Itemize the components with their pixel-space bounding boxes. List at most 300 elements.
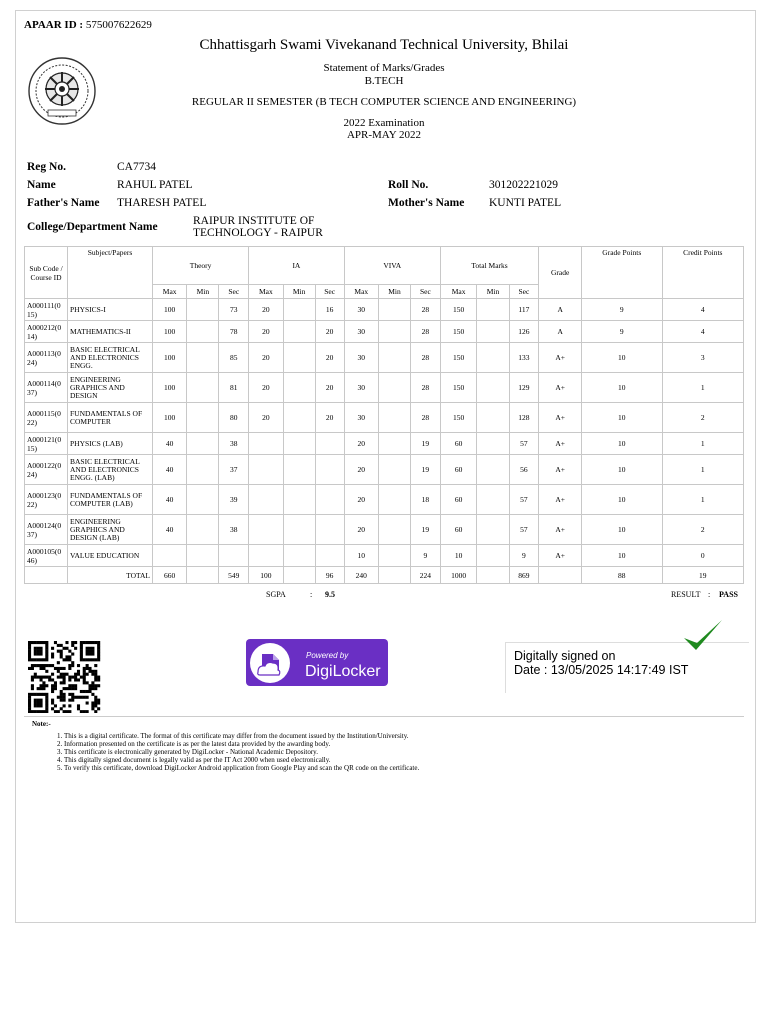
qr-module [94,664,97,667]
cell-t-min [187,373,219,403]
qr-module [45,670,48,673]
qr-module [88,687,91,690]
qr-module [91,684,94,687]
qr-module [86,667,89,670]
qr-module [94,684,97,687]
qr-module [63,676,66,679]
qr-module [80,641,83,644]
qr-module [48,664,51,667]
cell-v-sec: 28 [411,321,441,343]
qr-module [60,644,63,647]
qr-module [88,684,91,687]
qr-module [45,710,48,713]
table-row [25,433,744,455]
qr-module [86,690,89,693]
qr-module [51,699,54,702]
qr-module [45,676,48,679]
qr-module [80,653,83,656]
cell-v-max: 20 [344,515,378,545]
cell-v-max: 30 [344,299,378,321]
powered-by-text: Powered by [306,651,349,660]
total-t-max: 660 [153,567,187,584]
qr-module [51,707,54,710]
col-total: Total Marks [440,247,538,285]
subject-cell: FUNDAMENTALS OF COMPUTER [68,403,153,433]
qr-module [37,664,40,667]
cell-t-sec: 85 [219,343,249,373]
sub-code-cell: A000115(0 22) [25,403,68,433]
qr-module [51,647,54,650]
qr-module [63,678,66,681]
cell-v-min [378,343,410,373]
subcol-min: Min [187,285,219,299]
father-name-value: THARESH PATEL [117,197,207,209]
qr-module [71,696,74,699]
result-label: RESULT [671,590,701,599]
cell-i-sec [315,515,344,545]
total-empty-cell [477,567,509,584]
subject-cell: VALUE EDUCATION [68,545,153,567]
reg-no-value: CA7734 [117,161,156,173]
qr-module [40,701,43,704]
subcol-sec: Sec [411,285,441,299]
cell-tot-min [477,515,509,545]
cell-gp: 9 [582,299,663,321]
sub-code-cell: A000122(0 24) [25,455,68,485]
qr-module [37,647,40,650]
qr-module [31,684,34,687]
qr-module [94,670,97,673]
qr-module [63,704,66,707]
cell-v-max: 30 [344,403,378,433]
qr-module [37,704,40,707]
qr-module [77,673,80,676]
qr-module [68,667,71,670]
qr-module [57,676,60,679]
qr-module [40,699,43,702]
qr-module [28,704,31,707]
qr-module [51,655,54,658]
qr-module [34,647,37,650]
qr-module [65,647,68,650]
qr-module [45,693,48,696]
qr-module [65,655,68,658]
apaar-id [24,19,152,31]
qr-module [37,653,40,656]
qr-module [71,653,74,656]
qr-module [83,690,86,693]
cell-cp: 2 [662,515,743,545]
qr-module [40,658,43,661]
subcol-sec: Sec [219,285,249,299]
cell-grade: A [539,321,582,343]
qr-module [91,701,94,704]
qr-module [94,704,97,707]
qr-module [97,644,100,647]
qr-module [71,661,74,664]
qr-module [57,670,60,673]
qr-module [63,693,66,696]
qr-module [40,641,43,644]
cell-cp: 2 [662,403,743,433]
qr-module [54,667,57,670]
cell-v-sec: 28 [411,373,441,403]
cell-t-max: 40 [153,515,187,545]
cell-tot-sec: 9 [509,545,539,567]
cell-gp: 10 [582,433,663,455]
cell-tot-min [477,545,509,567]
university-seal-icon [26,56,98,126]
subject-cell: BASIC ELECTRICAL AND ELECTRONICS ENGG. (LAB) [68,455,153,485]
cell-cp: 0 [662,545,743,567]
sub-code-cell: A000105(0 46) [25,545,68,567]
cell-t-max: 100 [153,373,187,403]
sub-code-cell: A000212(0 14) [25,321,68,343]
qr-module [34,664,37,667]
qr-module [28,644,31,647]
reg-no-label: Reg No. [27,161,66,173]
cell-i-sec [315,455,344,485]
qr-module [42,667,45,670]
qr-module [88,650,91,653]
subcol-max: Max [249,285,283,299]
cell-v-max: 20 [344,485,378,515]
signed-on-text: Digitally signed on [514,649,616,663]
roll-no-value: 301202221029 [489,179,558,191]
qr-module [63,647,66,650]
sgpa-sep: : [310,590,313,599]
qr-module [60,673,63,676]
qr-module [80,655,83,658]
exam-year: 2022 Examination [343,117,425,129]
qr-module [34,641,37,644]
qr-module [63,696,66,699]
qr-module [34,653,37,656]
cell-v-min [378,433,410,455]
subject-cell: ENGINEERING GRAPHICS AND DESIGN (LAB) [68,515,153,545]
qr-module [91,670,94,673]
qr-module [97,647,100,650]
qr-module [94,710,97,713]
name-value: RAHUL PATEL [117,179,193,191]
cell-i-min [283,343,315,373]
qr-module [48,678,51,681]
qr-module [91,641,94,644]
qr-module [86,701,89,704]
subcol-sec: Sec [315,285,344,299]
cell-i-sec: 16 [315,299,344,321]
qr-module [28,667,31,670]
qr-module [31,658,34,661]
qr-module [74,641,77,644]
cell-t-max [153,545,187,567]
note-item: 4. This digitally signed document is legally valid as per the IT Act 2000 when used electronically. [64,756,744,764]
qr-module [28,699,31,702]
marks-table [24,246,744,584]
qr-module [45,699,48,702]
cell-t-max: 100 [153,403,187,433]
qr-module [45,653,48,656]
cell-i-max [249,545,283,567]
cell-v-min [378,321,410,343]
cell-i-sec: 20 [315,373,344,403]
university-name: Chhattisgarh Swami Vivekanand Technical University, Bhilai [199,37,569,53]
qr-module [80,690,83,693]
qr-module [45,641,48,644]
name-label: Name [27,179,56,191]
qr-module [88,667,91,670]
qr-module [65,658,68,661]
qr-code-icon[interactable] [26,641,102,713]
qr-module [91,650,94,653]
qr-module [97,701,100,704]
semester: REGULAR II SEMESTER (B TECH COMPUTER SCIENCE AND ENGINEERING) [191,96,577,108]
signed-date-text: Date : 13/05/2025 14:17:49 IST [514,663,689,677]
cell-t-min [187,433,219,455]
cell-tot-sec: 57 [509,433,539,455]
cell-cp: 1 [662,433,743,455]
qr-module [42,664,45,667]
cell-i-min [283,403,315,433]
qr-module [40,704,43,707]
cell-i-min [283,373,315,403]
subject-cell: PHYSICS-I [68,299,153,321]
total-t-sec: 549 [219,567,249,584]
qr-module [68,650,71,653]
cell-i-min [283,433,315,455]
qr-module [40,650,43,653]
qr-module [97,678,100,681]
qr-module [48,676,51,679]
qr-module [91,704,94,707]
qr-module [57,644,60,647]
qr-module [94,687,97,690]
qr-module [60,690,63,693]
qr-module [40,667,43,670]
qr-module [45,655,48,658]
qr-module [54,704,57,707]
qr-module [51,664,54,667]
qr-module [80,658,83,661]
qr-module [34,710,37,713]
qr-module [97,676,100,679]
qr-module [34,704,37,707]
cell-grade: A+ [539,433,582,455]
qr-module [31,641,34,644]
cell-grade: A+ [539,403,582,433]
qr-module [88,647,91,650]
cell-v-min [378,545,410,567]
subcol-max: Max [153,285,187,299]
qr-module [91,658,94,661]
qr-module [74,684,77,687]
cell-t-max: 100 [153,343,187,373]
qr-module [86,650,89,653]
cell-cp: 1 [662,485,743,515]
cell-t-min [187,485,219,515]
qr-module [97,699,100,702]
cell-t-max: 40 [153,455,187,485]
cell-tot-max: 150 [440,321,477,343]
cell-tot-max: 60 [440,485,477,515]
qr-module [31,678,34,681]
qr-module [97,658,100,661]
qr-module [65,687,68,690]
qr-module [34,701,37,704]
cell-t-sec: 78 [219,321,249,343]
total-row [25,567,744,584]
qr-module [68,704,71,707]
qr-module [54,641,57,644]
qr-module [40,676,43,679]
cell-t-sec: 73 [219,299,249,321]
qr-module [74,673,77,676]
table-row [25,455,744,485]
qr-module [94,701,97,704]
qr-module [40,687,43,690]
qr-module [63,687,66,690]
qr-module [37,710,40,713]
qr-module [51,678,54,681]
cell-v-max: 20 [344,433,378,455]
cell-tot-sec: 57 [509,515,539,545]
qr-module [68,699,71,702]
qr-module [83,658,86,661]
cell-i-min [283,299,315,321]
qr-module [57,661,60,664]
cell-v-sec: 19 [411,433,441,455]
cell-v-min [378,455,410,485]
qr-module [65,710,68,713]
cell-t-min [187,321,219,343]
subject-cell: ENGINEERING GRAPHICS AND DESIGN [68,373,153,403]
qr-module [60,676,63,679]
cell-gp: 10 [582,373,663,403]
digilocker-brand-text: DigiLocker [305,663,381,680]
cell-tot-max: 150 [440,373,477,403]
qr-module [51,687,54,690]
cell-i-max: 20 [249,373,283,403]
qr-module [31,710,34,713]
cell-v-min [378,485,410,515]
cell-i-min [283,321,315,343]
cell-tot-max: 60 [440,455,477,485]
qr-module [34,673,37,676]
total-empty-cell [378,567,410,584]
qr-module [63,681,66,684]
qr-module [40,684,43,687]
table-row [25,299,744,321]
cell-tot-max: 60 [440,515,477,545]
qr-module [71,641,74,644]
cell-grade: A+ [539,485,582,515]
cell-cp: 4 [662,321,743,343]
qr-module [80,676,83,679]
qr-module [94,676,97,679]
cell-v-sec: 28 [411,403,441,433]
qr-module [83,670,86,673]
apaar-label: APAAR ID : [24,19,84,31]
qr-module [63,673,66,676]
cell-t-max: 40 [153,485,187,515]
cell-tot-sec: 129 [509,373,539,403]
qr-module [60,707,63,710]
qr-module [97,653,100,656]
subcol-max: Max [440,285,477,299]
cell-t-sec: 37 [219,455,249,485]
qr-module [42,693,45,696]
qr-module [60,693,63,696]
qr-module [28,653,31,656]
qr-module [37,650,40,653]
qr-module [77,707,80,710]
col-ia: IA [249,247,344,285]
total-label: TOTAL [68,567,153,584]
cell-t-sec: 38 [219,433,249,455]
digilocker-logo[interactable] [246,638,390,688]
qr-module [83,676,86,679]
qr-module [71,684,74,687]
subcol-max: Max [344,285,378,299]
qr-module [31,693,34,696]
qr-module [94,678,97,681]
qr-module [83,673,86,676]
qr-module [94,673,97,676]
cell-tot-max: 150 [440,343,477,373]
cell-tot-min [477,433,509,455]
total-gp: 88 [582,567,663,584]
qr-module [80,647,83,650]
cell-t-max: 40 [153,433,187,455]
cell-v-max: 30 [344,373,378,403]
qr-module [77,670,80,673]
qr-module [60,681,63,684]
cell-tot-min [477,321,509,343]
qr-module [68,676,71,679]
qr-module [60,655,63,658]
sgpa-label: SGPA [266,590,286,599]
note-item: 5. To verify this certificate, download DigiLocker Android application from Google Play and scan the QR code on the certificate. [64,764,744,772]
qr-module [77,696,80,699]
qr-module [91,693,94,696]
qr-module [40,664,43,667]
qr-module [68,684,71,687]
qr-module [42,658,45,661]
cell-tot-max: 60 [440,433,477,455]
qr-module [65,641,68,644]
col-subject: Subject/Papers [68,247,153,299]
subcol-min: Min [477,285,509,299]
cell-grade: A+ [539,545,582,567]
qr-module [94,641,97,644]
cell-grade: A+ [539,515,582,545]
qr-module [28,647,31,650]
sub-code-cell: A000111(0 15) [25,299,68,321]
qr-module [74,678,77,681]
qr-module [91,681,94,684]
total-v-sec: 224 [411,567,441,584]
table-row [25,515,744,545]
qr-module [68,710,71,713]
subject-cell: FUNDAMENTALS OF COMPUTER (LAB) [68,485,153,515]
qr-module [83,641,86,644]
qr-module [63,699,66,702]
cell-tot-min [477,373,509,403]
qr-module [45,650,48,653]
qr-module [94,658,97,661]
qr-module [37,641,40,644]
qr-module [91,707,94,710]
